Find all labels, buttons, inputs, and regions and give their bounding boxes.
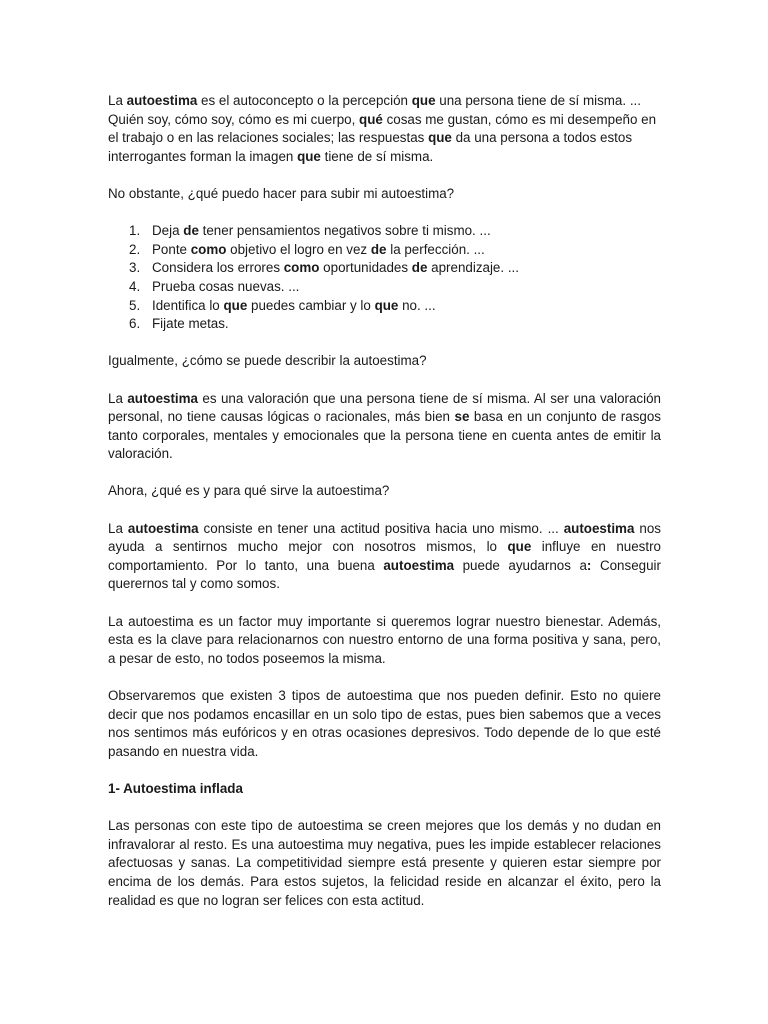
- bold-run: de: [183, 223, 199, 239]
- bold-run: que: [411, 93, 436, 108]
- paragraph-question-raise: No obstante, ¿qué puedo hacer para subir mi autoestima?: [108, 185, 455, 201]
- bold-run: autoestima: [127, 520, 199, 536]
- bold-run: qué: [359, 111, 383, 127]
- list-item: [108, 315, 661, 334]
- list-item-text: [152, 223, 491, 238]
- text-run: puedes cambiar y lo: [247, 297, 375, 313]
- text-run: La: [108, 93, 127, 108]
- text-run: nos ayuda a sentirnos mucho mejor con nosotros mismos, lo: [108, 520, 661, 555]
- bold-run: que: [374, 297, 399, 313]
- text-run: La: [108, 390, 128, 406]
- bold-run: de: [370, 241, 387, 257]
- paragraph-question-purpose: Ahora, ¿qué es y para qué sirve la autoestima?: [108, 483, 390, 499]
- paragraph-importance: La autoestima es un factor muy importante si queremos lograr nuestro bienestar. Además, esta es la clave para relacionarnos con nuestro entorno de una forma positiva y sana, pero, a pesar de esto, no todos poseemos la misma.: [108, 613, 661, 666]
- list-number: 6.: [129, 316, 141, 332]
- text-run: oportunidades: [319, 260, 412, 276]
- list-number: 4.: [129, 278, 141, 294]
- text-run: Considera los errores: [152, 260, 284, 276]
- paragraph-definition: [108, 92, 661, 166]
- bold-run: como: [283, 260, 320, 276]
- text-run: consiste en tener una actitud positiva hacia uno mismo. ...: [198, 520, 564, 536]
- list-item-text: [152, 260, 519, 275]
- list-item-text: [152, 298, 436, 313]
- list-number: 3.: [129, 260, 141, 276]
- text-run: tiene de sí misma.: [320, 148, 434, 164]
- list-item: [108, 259, 661, 278]
- list-item-text: [152, 242, 485, 257]
- text-run: da una persona a todos estos interrogantes forman la imagen: [108, 130, 633, 164]
- list-number: 1.: [129, 223, 141, 239]
- text-run: aprendizaje. ...: [427, 260, 519, 276]
- bold-run: :: [586, 557, 592, 573]
- bold-run: autoestima: [126, 93, 198, 108]
- bold-run: de: [411, 260, 428, 276]
- list-item: [108, 241, 661, 260]
- section-heading-inflated: 1- Autoestima inflada: [108, 780, 243, 796]
- list-number: 5.: [129, 297, 141, 313]
- text-run: Identifica lo: [152, 297, 224, 313]
- tips-list: [108, 222, 661, 334]
- text-run: La: [108, 520, 128, 536]
- bold-run: que: [297, 148, 321, 164]
- bold-run: autoestima: [563, 520, 635, 536]
- text-run: influye en nuestro comportamiento. Por lo tanto, una buena: [108, 539, 661, 573]
- bold-run: autoestima: [127, 390, 199, 406]
- paragraph-question-describe: Igualmente, ¿cómo se puede describir la autoestima?: [108, 353, 427, 369]
- text-run: no. ...: [398, 297, 436, 313]
- text-run: es el autoconcepto o la percepción: [197, 93, 412, 108]
- text-run: puede ayudarnos a: [454, 557, 587, 573]
- list-number: 2.: [129, 241, 141, 257]
- paragraph-valuation: [108, 390, 661, 464]
- paragraph-inflated: Las personas con este tipo de autoestima se creen mejores que los demás y no dudan en infravalorar al resto. Es una autoestima muy negativa, pues les impide establecer relaciones afectuosas y sanas. La competitividad siempre está presente y quieren estar siempre por encima de los demás. Para estos sujetos, la felicidad reside en alcanzar el éxito, pero la realidad es que no logran ser felices con esta actitud.: [108, 818, 661, 908]
- bold-run: que: [223, 297, 248, 313]
- text-run: basa en un conjunto de rasgos tanto corporales, mentales y emocionales que la persona tiene en cuenta antes de emitir la valoración.: [108, 409, 661, 462]
- list-item-text: [152, 279, 299, 294]
- bold-run: que: [428, 130, 452, 146]
- bold-run: autoestima: [383, 557, 455, 573]
- paragraph-types: Observaremos que existen 3 tipos de autoestima que nos pueden definir. Esto no quiere decir que nos podamos encasillar en un solo tipo de estas, pues bien sabemos que a veces nos sentimos más eufóricos y en otras ocasiones depresivos. Todo depende de lo que esté pasando en nuestra vida.: [108, 688, 661, 759]
- text-run: Deja: [152, 223, 184, 239]
- text-run: es una valoración que una persona tiene de sí misma. Al ser una valoración personal, no tiene causas lógicas o racionales, más bien: [108, 390, 661, 425]
- text-run: la perfección. ...: [386, 241, 485, 257]
- bold-run: se: [454, 409, 470, 425]
- text-run: una persona tiene de sí misma. ... Quién soy, cómo soy, cómo es mi cuerpo,: [108, 93, 641, 127]
- text-run: objetivo el logro en vez: [226, 241, 371, 257]
- list-item: [108, 278, 661, 297]
- list-item: [108, 297, 661, 316]
- paragraph-attitude: [108, 520, 661, 594]
- bold-run: que: [507, 539, 532, 555]
- list-item: [108, 222, 661, 241]
- bold-run: como: [190, 241, 227, 257]
- document-page: [108, 92, 661, 929]
- text-run: cosas me gustan, cómo es mi desempeño en el trabajo o en las relaciones sociales; las respuestas: [108, 111, 657, 146]
- text-run: tener pensamientos negativos sobre ti mismo. ...: [198, 223, 491, 239]
- text-run: Conseguir querernos tal y como somos.: [108, 557, 661, 592]
- text-run: Fijate metas.: [152, 316, 229, 332]
- text-run: Ponte: [152, 241, 191, 257]
- list-item-text: [152, 316, 229, 331]
- text-run: Prueba cosas nuevas. ...: [152, 278, 300, 294]
